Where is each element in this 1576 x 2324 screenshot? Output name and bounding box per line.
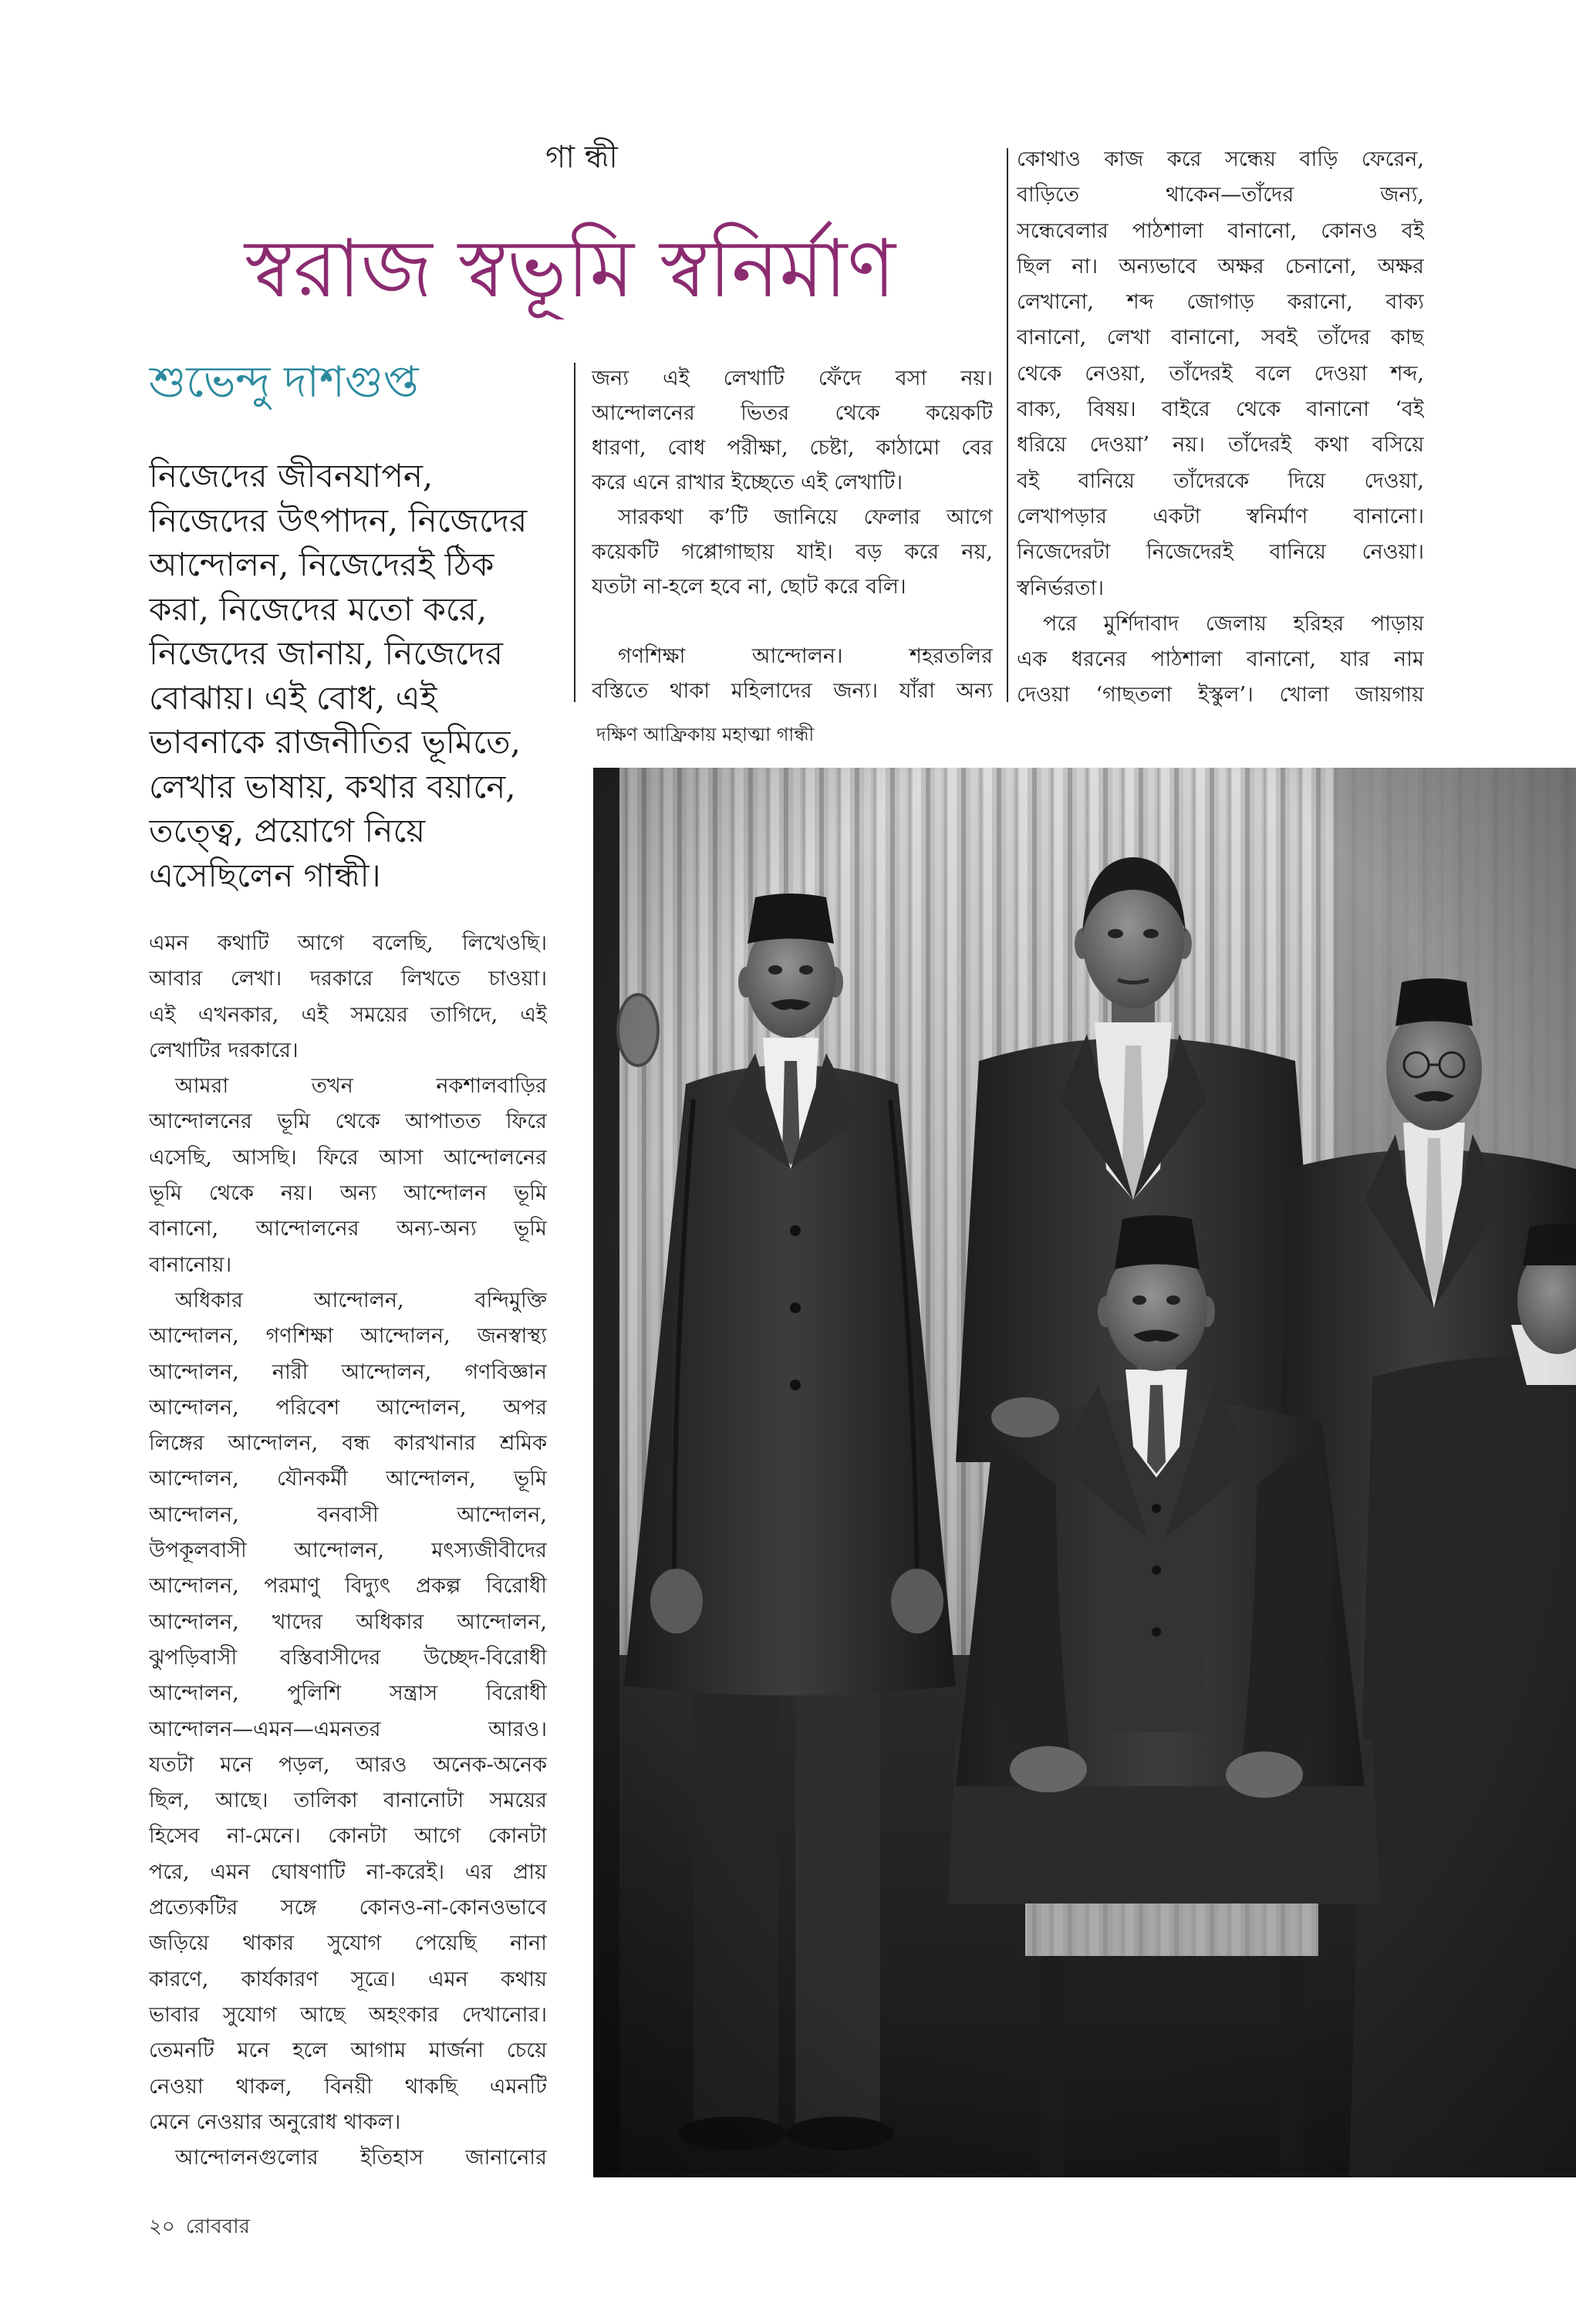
text-line: আন্দোলনের ভিতর থেকে কয়েকটি [592,401,993,425]
text-line: দেওয়া ‘গাছতলা ইস্কুল’। খোলা জায়গায় [1017,683,1424,708]
text-line: কোথাও কাজ করে সন্ধেয় বাড়ি ফেরেন, [1017,147,1424,171]
text-line: বানানো, লেখা বানানো, সবই তাঁদের কাছ [1017,326,1424,350]
article-title: স্বরাজ স্বভূমি স্বনির্মাণ [244,221,896,316]
text-line: আন্দোলন, গণশিক্ষা আন্দোলন, জনস্বাস্থ্য [149,1324,547,1349]
paragraph [1017,606,1424,714]
text-line: যতটা মনে পড়ল, আরও অনেক-অনেক [149,1752,547,1777]
text-line: আন্দোলন, পরিবেশ আন্দোলন, অপর [149,1395,547,1420]
text-line: করে এনে রাখার ইচ্ছেতে এই লেখাটি। [592,471,903,495]
text-line: বাক্য, বিষয়। বাইরে থেকে বানানো ‘বই [1017,397,1424,422]
author-byline: শুভেন্দু দাশগুপ্ত [149,357,419,407]
text-line: আন্দোলন, যৌনকর্মী আন্দোলন, ভূমি [149,1467,547,1491]
pull-quote-line: নিজেদের উৎপাদন, নিজেদের [149,501,528,539]
pull-quote-line: তত্ত্বে, প্রয়োগে নিয়ে [149,812,426,850]
text-line: কারণে, কার্যকারণ সূত্রে। এমন কথায় [149,1967,547,1991]
pull-quote-line: বোঝায়। এই বোধ, এই [149,678,437,717]
text-line: এই এখনকার, এই সময়ের তাগিদে, এই [149,1002,547,1027]
text-line: আন্দোলনের ভূমি থেকে আপাতত ফিরে [149,1110,547,1134]
text-line: থেকে নেওয়া, তাঁদেরই বলে দেওয়া শব্দ, [1017,361,1424,386]
text-line: বাড়িতে থাকেন—তাঁদের জন্য, [1017,183,1424,208]
text-line: জন্য এই লেখাটি ফেঁদে বসা নয়। [592,367,993,390]
text-line: আন্দোলনগুলোর ইতিহাস জানানোর [175,2146,547,2170]
paragraph [592,361,993,500]
text-line: বই বানিয়ে তাঁদেরকে দিয়ে দেওয়া, [1017,468,1424,493]
pull-quote [149,454,569,897]
text-line: ভাবার সুযোগ আছে অহংকার দেখানোর। [149,2002,547,2027]
text-line: স্বনির্ভরতা। [1017,576,1104,600]
text-line: আন্দোলন, বনবাসী আন্দোলন, [149,1502,547,1527]
paragraph [1017,142,1424,606]
text-line: এসেছি, আসছি। ফিরে আসা আন্দোলনের [149,1145,547,1170]
text-line: আবার লেখা। দরকারে লিখতে চাওয়া। [149,967,547,991]
text-line: উপকূলবাসী আন্দোলন, মৎস্যজীবীদের [149,1539,547,1563]
text-line: পরে, এমন ঘোষণাটি না-করেই। এর প্রায় [149,1860,547,1884]
text-line: ঝুপড়িবাসী বস্তিবাসীদের উচ্ছেদ-বিরোধী [149,1645,547,1670]
pull-quote-line: নিজেদের জানায়, নিজেদের [149,634,503,672]
text-line: ধরিয়ে দেওয়া’ নয়। তাঁদেরই কথা বসিয়ে [1017,433,1424,458]
text-line: ছিল না। অন্যভাবে অক্ষর চেনানো, অক্ষর [1017,254,1424,279]
section-label: গা ন্ধী [545,140,618,175]
column-divider-right [1007,148,1008,702]
magazine-name: রোববার [185,2215,250,2238]
pull-quote-line: লেখার ভাষায়, কথার বয়ানে, [149,767,516,806]
pull-quote-line: আন্দোলন, নিজেদেরই ঠিক [149,546,494,583]
paragraph [592,500,993,604]
text-line: পরে মুর্শিদাবাদ জেলায় হরিহর পাড়ায় [1043,611,1424,636]
text-line: ভূমি থেকে নয়। অন্য আন্দোলন ভূমি [149,1181,547,1206]
text-line: জড়িয়ে থাকার সুযোগ পেয়েছি নানা [149,1931,547,1956]
paragraph [149,1283,547,2140]
text-line: বস্তিতে থাকা মহিলাদের জন্য। যাঁরা অন্য [592,679,993,703]
text-line: ছিল, আছে। তালিকা বানানোটা সময়ের [149,1789,547,1813]
text-line: মেনে নেওয়ার অনুরোধ থাকল। [149,2110,401,2134]
text-line: লেখানো, শব্দ জোগাড় করানো, বাক্য [1017,290,1424,315]
text-line: বানানো, আন্দোলনের অন্য-অন্য ভূমি [149,1217,547,1241]
column-divider-left [574,363,575,702]
text-line: লেখাপড়ার একটা স্বনির্মাণ বানানো। [1017,504,1424,529]
body-column-middle [592,361,993,708]
paragraph [149,1069,547,1283]
pull-quote-line: ভাবনাকে রাজনীতির ভূমিতে, [149,723,521,761]
pull-quote-line: করা, নিজেদের মতো করে, [149,589,488,628]
photo-caption: দক্ষিণ আফ্রিকায় মহাত্মা গান্ধী [596,724,815,745]
text-line: হিসেব না-মেনে। কোনটা আগে কোনটা [149,1824,547,1849]
paragraph [592,639,993,708]
text-line: আন্দোলন—এমন—এমনতর আরও। [149,1717,547,1741]
historical-photo [593,768,1576,2177]
text-line: প্রত্যেকটির সঙ্গে কোনও-না-কোনওভাবে [149,1896,547,1920]
text-line: নেওয়া থাকল, বিনয়ী থাকছি এমনটি [149,2074,547,2099]
text-line: আন্দোলন, পরমাণু বিদ্যুৎ প্রকল্প বিরোধী [149,1574,547,1599]
page-number: ২০ [149,2215,175,2238]
text-line: আন্দোলন, নারী আন্দোলন, গণবিজ্ঞান [149,1360,547,1384]
text-line: আন্দোলন, খাদের অধিকার আন্দোলন, [149,1610,547,1634]
text-line: সারকথা ক’টি জানিয়ে ফেলার আগে [618,505,993,529]
text-line: কয়েকটি গপ্পোগাছায় যাই। বড় করে নয়, [592,540,993,564]
text-line: ধারণা, বোধ পরীক্ষা, চেষ্টা, কাঠামো বের [592,436,993,460]
text-line: যতটা না-হলে হবে না, ছোট করে বলি। [592,575,906,599]
text-line: লিঙ্গের আন্দোলন, বন্ধ কারখানার শ্রমিক [149,1431,547,1456]
text-line: তেমনটি মনে হলে আগাম মার্জনা চেয়ে [149,2039,547,2063]
text-line: এমন কথাটি আগে বলেছি, লিখেওছি। [149,931,547,955]
text-line: নিজেদেরটা নিজেদেরই বানিয়ে নেওয়া। [1017,540,1424,565]
text-line: আমরা তখন নকশালবাড়ির [175,1074,547,1099]
pull-quote-line: এসেছিলেন গান্ধী। [149,856,381,894]
pull-quote-line: নিজেদের জীবনযাপন, [149,457,434,495]
text-line: বানানোয়। [149,1252,232,1277]
photo-illustration [593,768,1576,2177]
paragraph [149,926,547,1069]
text-line: আন্দোলন, পুলিশি সন্ত্রাস বিরোধী [149,1681,547,1706]
body-column-right [1017,142,1424,714]
body-column-left [149,926,547,2176]
text-line: এক ধরনের পাঠশালা বানানো, যার নাম [1017,647,1424,672]
text-line: লেখাটির দরকারে। [149,1038,299,1062]
text-line: গণশিক্ষা আন্দোলন। শহরতলির [618,644,993,668]
text-line: সন্ধেবেলার পাঠশালা বানানো, কোনও বই [1017,218,1424,243]
page-footer [149,2211,535,2242]
text-line: অধিকার আন্দোলন, বন্দিমুক্তি [175,1288,547,1312]
paragraph [149,2140,547,2176]
